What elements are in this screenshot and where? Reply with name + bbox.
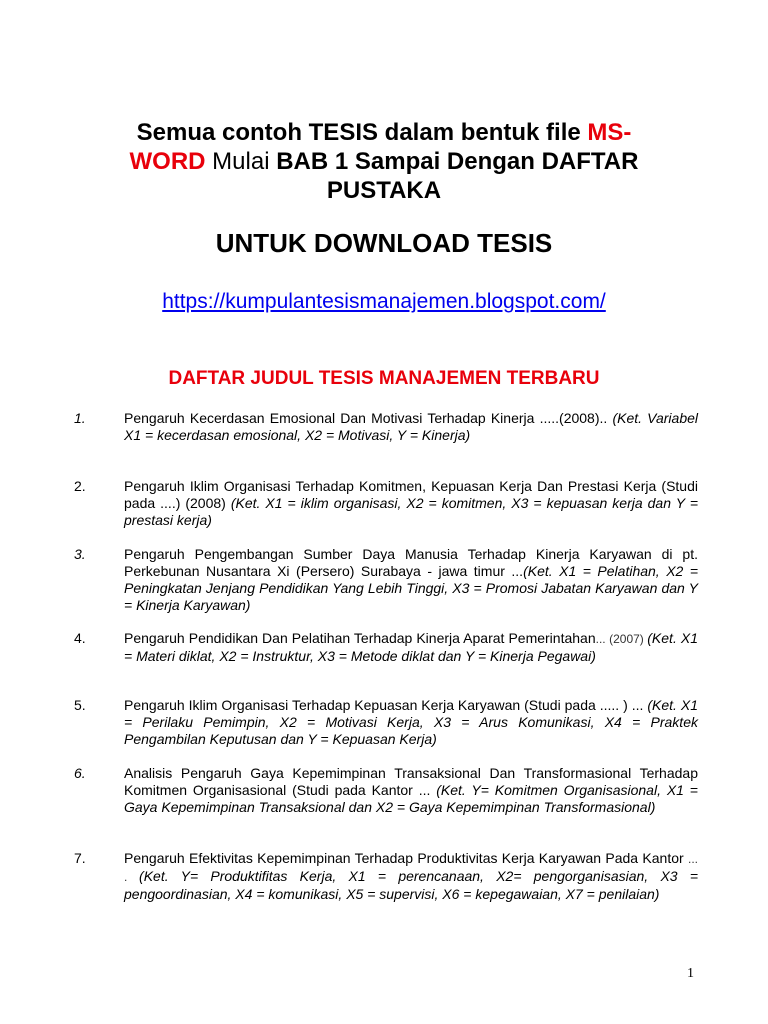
item-title: Pengaruh Kecerdasan Emosional Dan Motivasi Terhadap Kinerja	[124, 410, 540, 426]
item-keterangan: (Ket. X1 = Materi diklat, X2 = Instruktur, X3 = Metode diklat dan Y = Kinerja Pegawai)	[124, 630, 698, 664]
title-highlight: MS-	[587, 119, 632, 146]
item-text	[124, 850, 698, 903]
item-year: .....(2008)..	[539, 410, 613, 426]
item-keterangan: (Ket. Variabel X1 = kecerdasan emosional, X2 = Motivasi, Y = Kinerja)	[124, 410, 698, 443]
title-line-3: PUSTAKA	[326, 177, 442, 204]
item-title: Analisis Pengaruh Gaya Kepemimpinan Transaksional Dan Transformasional Terhadap Komitmen Organisasional (Studi pada Kantor ...	[124, 765, 698, 798]
title-text: BAB 1 Sampai Dengan DAFTAR	[276, 148, 639, 175]
item-number: 1.	[74, 410, 86, 426]
blog-link[interactable]: https://kumpulantesismanajemen.blogspot.com/	[162, 290, 606, 313]
item-year: ... (2007)	[595, 632, 648, 646]
title-text: Semua contoh TESIS dalam bentuk file	[136, 119, 588, 146]
item-title: Pengaruh Efektivitas Kepemimpinan Terhadap Produktivitas Kerja Karyawan Pada Kantor	[124, 850, 688, 866]
item-keterangan: (Ket. Y= Produktifitas Kerja, X1 = perencanaan, X2= pengorganisasian, X3 = pengoordinasian, X4 = komunikasi, X5 = supervisi, X6 = kepegawaian, X7 = penilaian)	[124, 868, 699, 902]
item-text	[124, 630, 698, 665]
title-text: Mulai	[205, 148, 277, 175]
item-keterangan: (Ket. X1 = Perilaku Pemimpin, X2 = Motivasi Kerja, X3 = Arus Komunikasi, X4 = Praktek Pengambilan Keputusan dan Y = Kepuasan Kerja)	[124, 697, 698, 747]
item-keterangan: (Ket. X1 = Pelatihan, X2 = Peningkatan Jenjang Pendidikan Yang Lebih Tinggi, X3 = Promosi Jabatan Karyawan dan Y = Kinerja Karyawan)	[124, 563, 698, 613]
title-line-1	[60, 118, 708, 147]
item-title: Pengaruh Iklim Organisasi Terhadap Kepuasan Kerja Karyawan (Studi pada ..... ) ...	[124, 697, 648, 713]
page-title	[60, 118, 708, 205]
list-heading: DAFTAR JUDUL TESIS MANAJEMEN TERBARU	[168, 368, 600, 389]
item-year: ... .	[124, 852, 698, 884]
item-title: Pengaruh Pengembangan Sumber Daya Manusia Terhadap Kinerja Karyawan di pt. Perkebunan Nusantara Xi (Persero) Surabaya - jawa timur ...	[124, 546, 698, 579]
item-number: 6.	[74, 765, 86, 781]
item-number: 4.	[74, 630, 86, 646]
download-heading: UNTUK DOWNLOAD TESIS	[215, 228, 553, 258]
item-keterangan: (Ket. Y= Komitmen Organisasional, X1 = Gaya Kepemimpinan Transaksional dan X2 = Gaya Kepemimpinan Transformasional)	[124, 782, 698, 815]
item-text	[124, 478, 698, 529]
item-number: 7.	[74, 850, 86, 866]
item-title: Pengaruh Pendidikan Dan Pelatihan Terhadap Kinerja Aparat Pemerintahan	[124, 630, 596, 646]
item-title: Pengaruh Iklim Organisasi Terhadap Komitmen, Kepuasan Kerja Dan Prestasi Kerja (Studi pada ....) (2008)	[124, 478, 698, 511]
item-number: 3.	[74, 546, 86, 562]
item-text	[124, 765, 698, 816]
title-line-2	[60, 147, 708, 176]
item-keterangan: (Ket. X1 = iklim organisasi, X2 = komitmen, X3 = kepuasan kerja dan Y = prestasi kerja)	[124, 495, 698, 528]
item-text	[124, 410, 698, 444]
item-text	[124, 697, 698, 748]
item-number: 5.	[74, 697, 86, 713]
item-number: 2.	[74, 478, 86, 494]
page-number: 1	[687, 966, 694, 981]
title-highlight: WORD	[129, 148, 206, 175]
item-text	[124, 546, 698, 614]
